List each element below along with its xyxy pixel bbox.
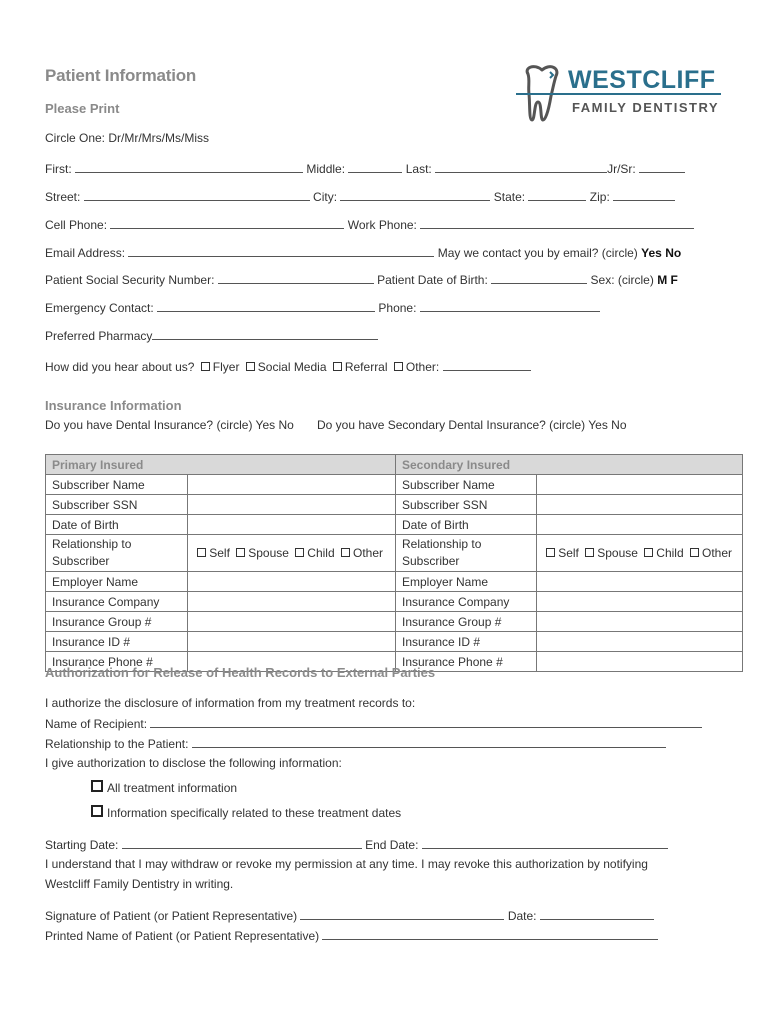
logo [516, 62, 726, 124]
zip-field[interactable] [613, 189, 675, 201]
cell-phone-label: Cell Phone: [45, 218, 108, 232]
secondary-relationship-options [537, 535, 743, 572]
primary-child-checkbox[interactable] [295, 548, 304, 557]
secondary-other-label: Other [701, 546, 732, 560]
primary-group-field[interactable] [188, 612, 396, 632]
logo-sub-text: FAMILY DENTISTRY [572, 100, 720, 115]
secondary-subscriber-ssn-label: Subscriber SSN [396, 495, 537, 515]
primary-company-field[interactable] [188, 592, 396, 612]
primary-phone-label: Insurance Phone # [46, 652, 188, 672]
social-media-label: Social Media [257, 360, 327, 374]
primary-dob-field[interactable] [188, 515, 396, 535]
secondary-subscriber-name-label: Subscriber Name [396, 475, 537, 495]
secondary-employer-field[interactable] [537, 572, 743, 592]
email-no-option[interactable]: No [665, 246, 682, 260]
primary-other-checkbox[interactable] [341, 548, 350, 557]
end-date-label: End Date: [365, 838, 419, 852]
secondary-self-label: Self [558, 546, 579, 560]
authorization-section-title: Authorization for Release of Health Records to External Parties [45, 665, 436, 680]
relationship-label: Relationship to the Patient: [45, 737, 189, 751]
secondary-id-label: Insurance ID # [396, 632, 537, 652]
starting-date-field[interactable] [122, 837, 362, 849]
specific-dates-option [91, 805, 401, 820]
other-checkbox[interactable] [394, 362, 403, 371]
primary-id-field[interactable] [188, 632, 396, 652]
primary-id-label: Insurance ID # [46, 632, 188, 652]
secondary-phone-label: Insurance Phone # [396, 652, 537, 672]
street-field[interactable] [84, 189, 310, 201]
first-name-field[interactable] [75, 161, 303, 173]
primary-spouse-checkbox[interactable] [236, 548, 245, 557]
emergency-phone-label: Phone: [378, 301, 417, 315]
email-line [45, 245, 681, 260]
emergency-line [45, 300, 600, 315]
relationship-field[interactable] [192, 736, 666, 748]
secondary-child-label: Child [656, 546, 684, 560]
secondary-dob-label: Date of Birth [396, 515, 537, 535]
flyer-label: Flyer [212, 360, 240, 374]
last-name-field[interactable] [435, 161, 607, 173]
referral-checkbox[interactable] [333, 362, 342, 371]
jrsr-field[interactable] [639, 161, 685, 173]
sex-m-option[interactable]: M [657, 273, 668, 287]
insurance-section-title: Insurance Information [45, 398, 182, 413]
hear-line [45, 359, 531, 374]
emergency-contact-field[interactable] [157, 300, 375, 312]
sex-f-option[interactable]: F [670, 273, 678, 287]
secondary-child-checkbox[interactable] [644, 548, 653, 557]
specific-dates-checkbox[interactable] [91, 805, 103, 817]
revoke-text-line2: Westcliff Family Dentistry in writing. [45, 877, 234, 891]
social-media-checkbox[interactable] [246, 362, 255, 371]
email-yes-option[interactable]: Yes [641, 246, 662, 260]
primary-insured-header: Primary Insured [46, 455, 396, 475]
insurance-question-primary: Do you have Dental Insurance? (circle) Yes No [45, 418, 294, 432]
city-label: City: [313, 190, 338, 204]
first-label: First: [45, 162, 72, 176]
phones-line [45, 217, 694, 232]
city-field[interactable] [340, 189, 490, 201]
table-row [46, 475, 743, 495]
recipient-line [45, 716, 702, 731]
work-phone-field[interactable] [420, 217, 694, 229]
give-authorization-text: I give authorization to disclose the following information: [45, 756, 342, 770]
printed-name-label: Printed Name of Patient (or Patient Representative) [45, 929, 320, 943]
primary-self-checkbox[interactable] [197, 548, 206, 557]
work-phone-label: Work Phone: [347, 218, 417, 232]
all-treatment-label: All treatment information [107, 781, 238, 795]
signature-line [45, 908, 654, 923]
primary-dob-label: Date of Birth [46, 515, 188, 535]
secondary-relationship-label: Relationship to Subscriber [396, 535, 537, 572]
signature-field[interactable] [300, 908, 504, 920]
state-label: State: [493, 190, 526, 204]
primary-subscriber-ssn-field[interactable] [188, 495, 396, 515]
last-label: Last: [405, 162, 432, 176]
secondary-group-field[interactable] [537, 612, 743, 632]
flyer-checkbox[interactable] [201, 362, 210, 371]
secondary-employer-label: Employer Name [396, 572, 537, 592]
revoke-text-line1: I understand that I may withdraw or revoke my permission at any time. I may revoke this authorization by notifying [45, 857, 648, 871]
email-contact-question: May we contact you by email? (circle) [437, 246, 638, 260]
emergency-contact-label: Emergency Contact: [45, 301, 154, 315]
primary-employer-label: Employer Name [46, 572, 188, 592]
ssn-line [45, 272, 678, 287]
other-label: Other: [405, 360, 440, 374]
primary-relationship-options [188, 535, 396, 572]
name-line [45, 161, 685, 176]
primary-subscriber-name-label: Subscriber Name [46, 475, 188, 495]
pharmacy-field[interactable] [152, 328, 378, 340]
primary-spouse-label: Spouse [248, 546, 289, 560]
table-row [46, 612, 743, 632]
primary-child-label: Child [307, 546, 335, 560]
all-treatment-option [91, 780, 237, 795]
secondary-group-label: Insurance Group # [396, 612, 537, 632]
middle-name-field[interactable] [348, 161, 402, 173]
pharmacy-label: Preferred Pharmacy [45, 329, 153, 343]
state-field[interactable] [528, 189, 586, 201]
specific-dates-label: Information specifically related to these treatment dates [107, 806, 402, 820]
primary-company-label: Insurance Company [46, 592, 188, 612]
table-row [46, 632, 743, 652]
secondary-company-field[interactable] [537, 592, 743, 612]
insurance-question-secondary: Do you have Secondary Dental Insurance? (circle) Yes No [317, 418, 627, 432]
signature-date-label: Date: [507, 909, 537, 923]
primary-relationship-label: Relationship to Subscriber [46, 535, 188, 572]
recipient-label: Name of Recipient: [45, 717, 148, 731]
signature-date-field[interactable] [540, 908, 654, 920]
address-line [45, 189, 675, 204]
secondary-company-label: Insurance Company [396, 592, 537, 612]
table-header-row [46, 455, 743, 475]
secondary-spouse-label: Spouse [597, 546, 638, 560]
pharmacy-line [45, 328, 378, 343]
all-treatment-checkbox[interactable] [91, 780, 103, 792]
primary-employer-field[interactable] [188, 572, 396, 592]
recipient-field[interactable] [150, 716, 702, 728]
secondary-subscriber-ssn-field[interactable] [537, 495, 743, 515]
secondary-phone-field[interactable] [537, 652, 743, 672]
secondary-subscriber-name-field[interactable] [537, 475, 743, 495]
logo-main-text: WESTCLIFF [568, 66, 716, 94]
signature-label: Signature of Patient (or Patient Representative) [45, 909, 298, 923]
other-source-field[interactable] [443, 359, 531, 371]
table-row [46, 535, 743, 572]
jrsr-label: Jr/Sr: [607, 162, 636, 176]
secondary-id-field[interactable] [537, 632, 743, 652]
hear-question: How did you hear about us? [45, 360, 195, 374]
cell-phone-field[interactable] [110, 217, 344, 229]
page-subtitle: Please Print [45, 101, 120, 116]
insurance-table [45, 454, 743, 672]
printed-name-line [45, 928, 658, 943]
referral-label: Referral [344, 360, 388, 374]
ssn-field[interactable] [218, 272, 374, 284]
table-row [46, 515, 743, 535]
street-label: Street: [45, 190, 81, 204]
secondary-dob-field[interactable] [537, 515, 743, 535]
secondary-insured-header: Secondary Insured [396, 455, 743, 475]
table-row [46, 572, 743, 592]
email-label: Email Address: [45, 246, 126, 260]
circle-one-line: Circle One: Dr/Mr/Mrs/Ms/Miss [45, 131, 209, 145]
primary-other-label: Other [353, 546, 384, 560]
primary-subscriber-name-field[interactable] [188, 475, 396, 495]
dob-label: Patient Date of Birth: [377, 273, 488, 287]
table-row [46, 495, 743, 515]
zip-label: Zip: [589, 190, 610, 204]
secondary-other-checkbox[interactable] [690, 548, 699, 557]
middle-label: Middle: [306, 162, 346, 176]
primary-self-label: Self [209, 546, 230, 560]
primary-subscriber-ssn-label: Subscriber SSN [46, 495, 188, 515]
dob-field[interactable] [491, 272, 587, 284]
ssn-label: Patient Social Security Number: [45, 273, 215, 287]
emergency-phone-field[interactable] [420, 300, 600, 312]
secondary-self-checkbox[interactable] [546, 548, 555, 557]
dates-line [45, 837, 668, 852]
table-row [46, 592, 743, 612]
secondary-spouse-checkbox[interactable] [585, 548, 594, 557]
starting-date-label: Starting Date: [45, 838, 119, 852]
primary-group-label: Insurance Group # [46, 612, 188, 632]
email-field[interactable] [128, 245, 434, 257]
authorization-intro: I authorize the disclosure of information from my treatment records to: [45, 696, 416, 710]
relationship-line [45, 736, 666, 751]
sex-label: Sex: (circle) [590, 273, 654, 287]
printed-name-field[interactable] [322, 928, 658, 940]
page-title: Patient Information [45, 66, 197, 85]
end-date-field[interactable] [422, 837, 668, 849]
